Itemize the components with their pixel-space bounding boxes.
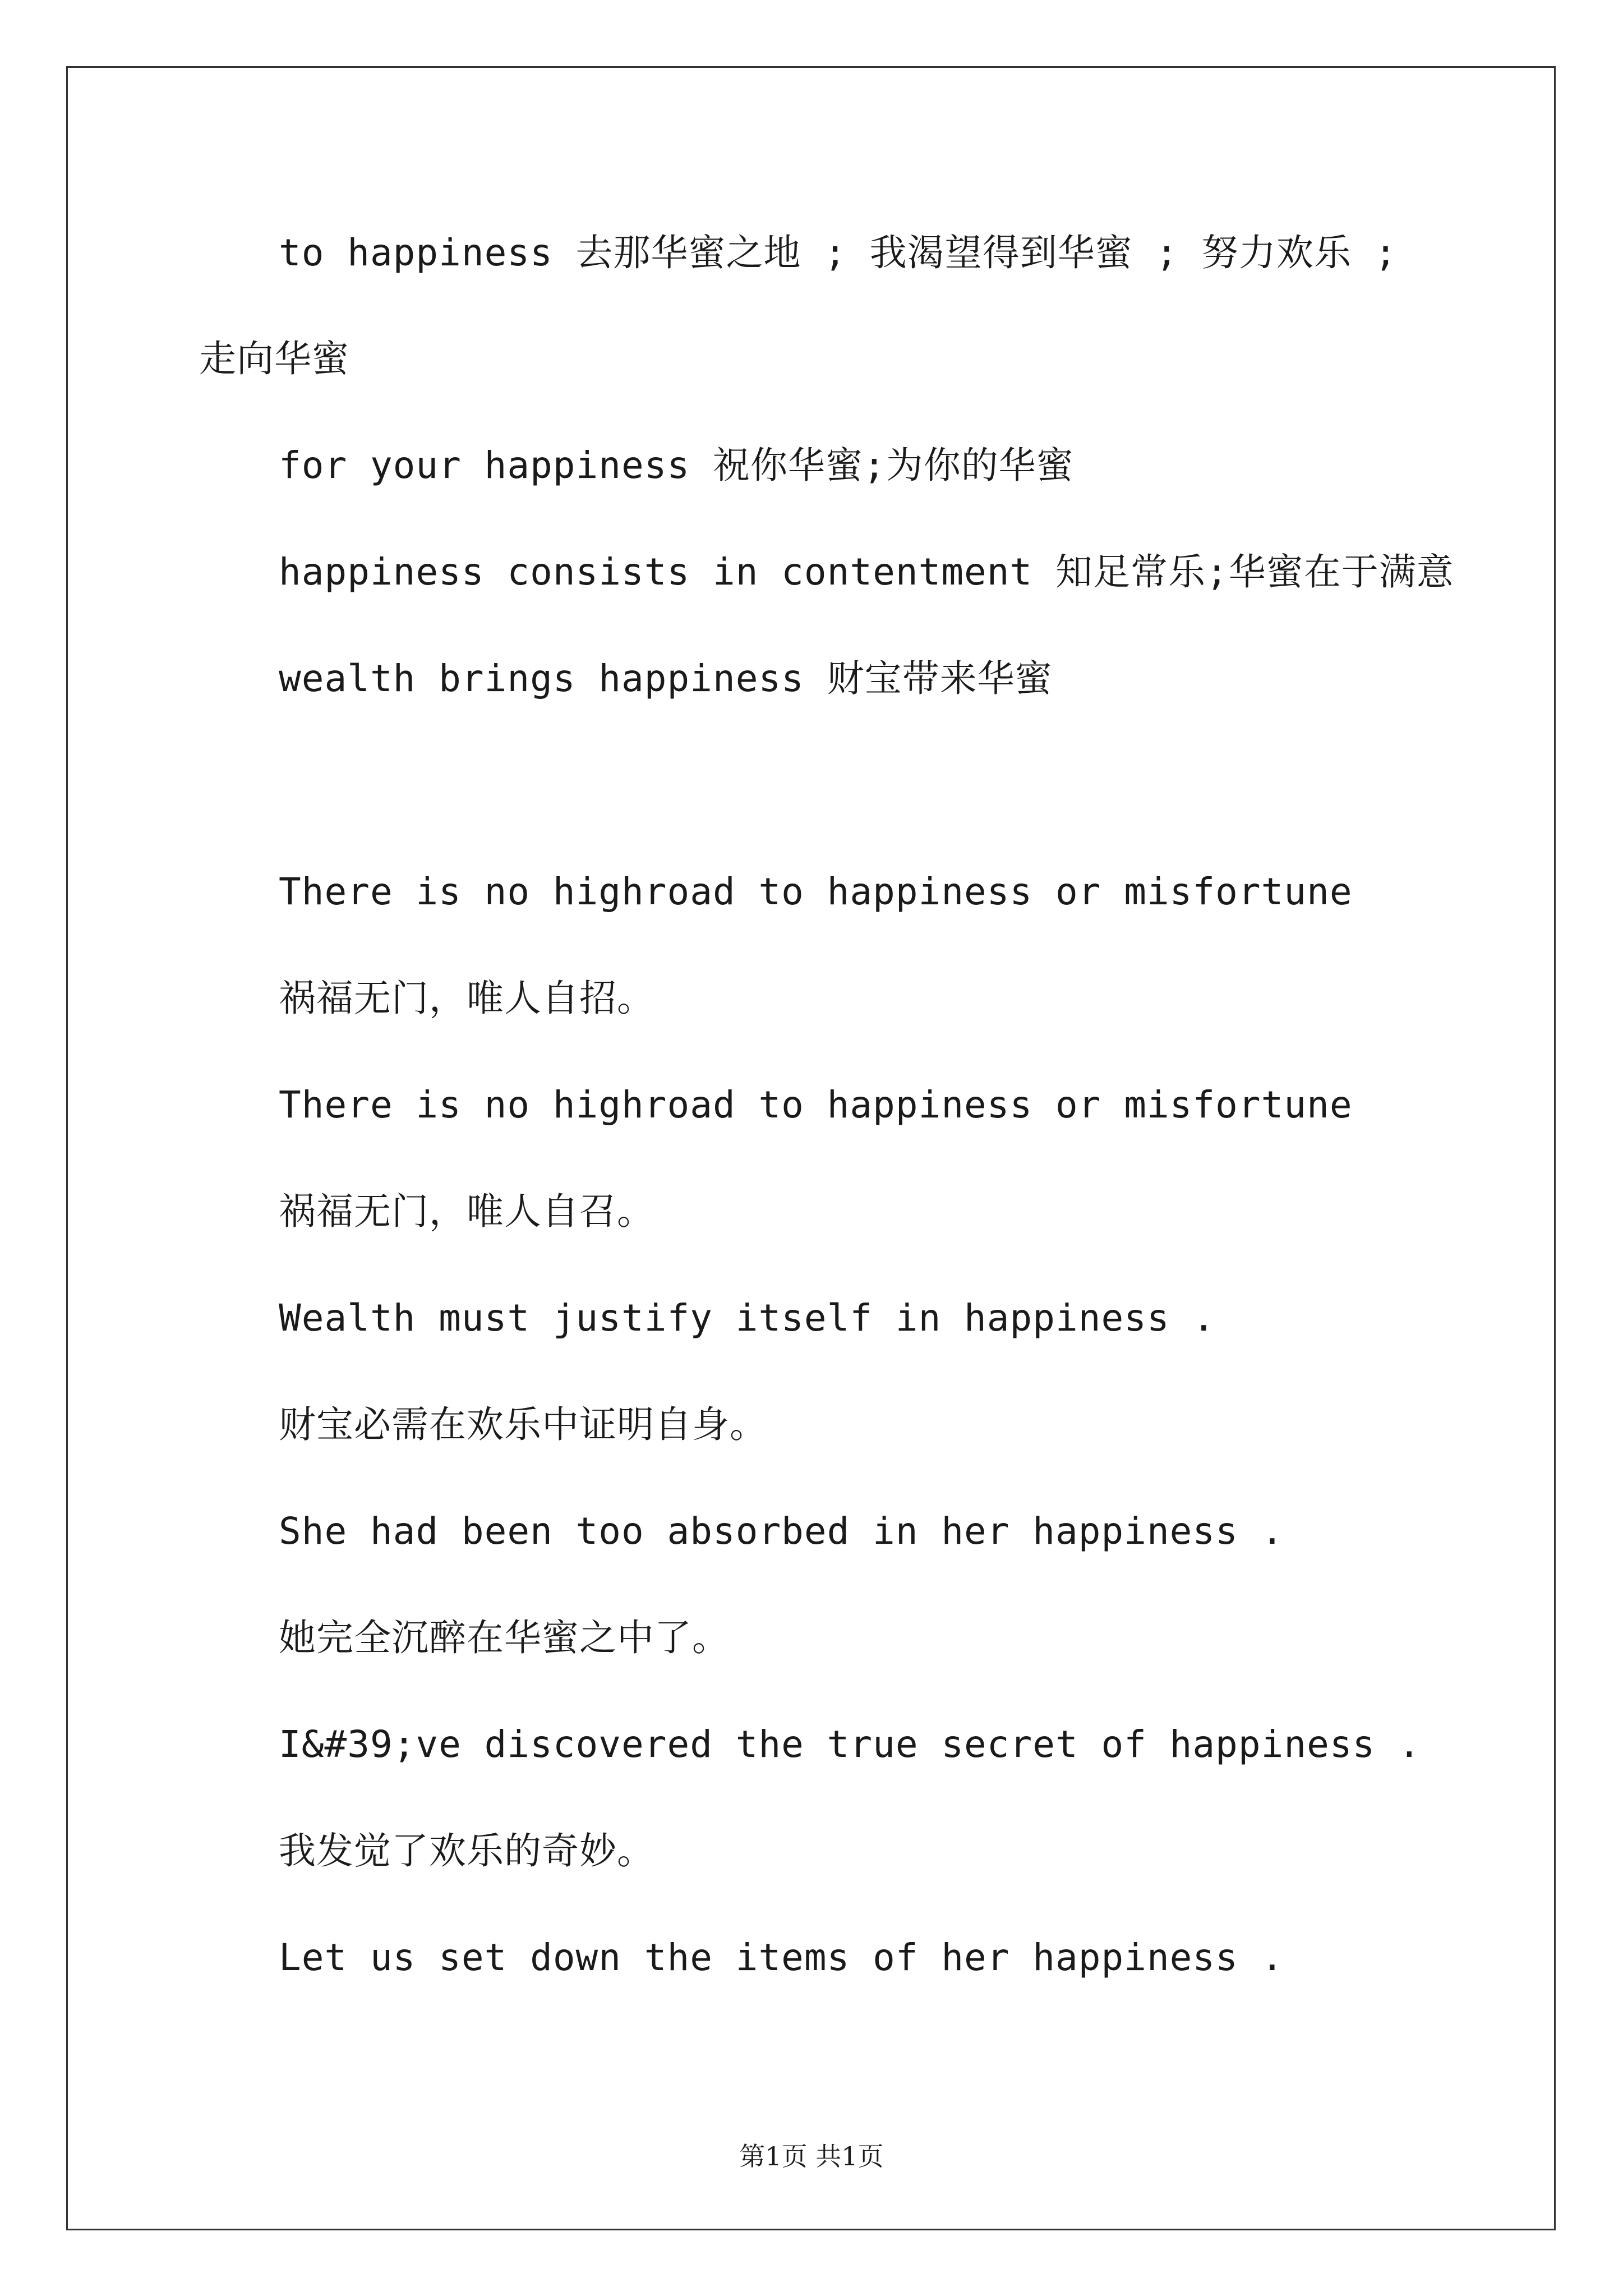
page-frame (66, 66, 1556, 2230)
text-line: for your happiness 祝你华蜜;为你的华蜜 (279, 444, 1074, 487)
text-line: wealth brings happiness 财宝带来华蜜 (279, 657, 1053, 700)
text-line: 祸福无门，唯人自招。 (279, 977, 654, 1020)
text-line: happiness consists in contentment 知足常乐;华蜜在于满意 (279, 550, 1454, 593)
text-line: I&#39;ve discovered the true secret of happiness . (279, 1723, 1421, 1766)
page-number: 第1页 共1页 (739, 2141, 884, 2171)
text-line: 她完全沉醉在华蜜之中了。 (279, 1616, 730, 1659)
text-line: Let us set down the items of her happiness . (279, 1936, 1284, 1979)
text-line: to happiness 去那华蜜之地 ; 我渴望得到华蜜 ; 努力欢乐 ; (279, 231, 1398, 274)
text-line: 财宝必需在欢乐中证明自身。 (279, 1403, 767, 1446)
text-line: Wealth must justify itself in happiness . (279, 1296, 1216, 1340)
text-line: 走向华蜜 (199, 337, 349, 380)
text-line: 祸福无门，唯人自召。 (279, 1190, 654, 1233)
text-line: She had been too absorbed in her happiness . (279, 1510, 1284, 1553)
text-line: 我发觉了欢乐的奇妙。 (279, 1829, 654, 1872)
text-line: There is no highroad to happiness or misfortune (279, 870, 1353, 913)
text-line: There is no highroad to happiness or misfortune (279, 1083, 1353, 1126)
